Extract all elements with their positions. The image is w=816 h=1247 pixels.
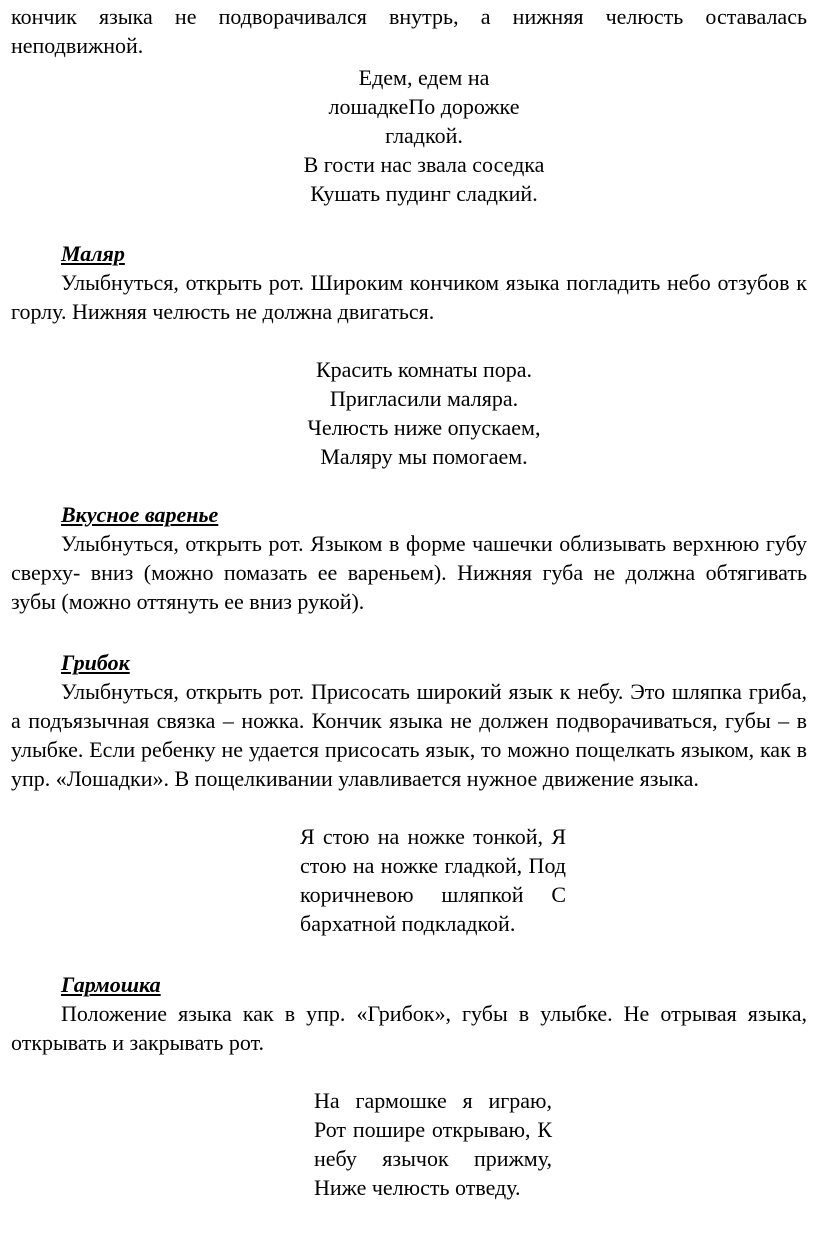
poem-line: Едем, едем на: [358, 65, 490, 90]
section-title-malyar: Маляр: [61, 241, 125, 266]
document-page: [11, 0, 807, 1202]
section-text-garmoshka: Положение языка как в упр. «Грибок», губы в улыбке. Не отрывая языка, открывать и закрывать рот.: [11, 1001, 807, 1055]
intro-poem: [11, 63, 807, 208]
section-title-varenie: Вкусное варенье: [61, 502, 219, 527]
poem-line: гладкой.: [385, 123, 463, 148]
poem-line: Пригласили маляра.: [329, 386, 519, 411]
section-title-garmoshka: Гармошка: [61, 972, 161, 997]
poem-line: Кушать пудинг сладкий.: [310, 181, 538, 206]
poem-line: Красить комнаты пора.: [315, 357, 533, 382]
section-title-gribok: Грибок: [61, 650, 130, 675]
section-text-malyar: Улыбнуться, открыть рот. Широким кончиком языка погладить небо отзубов к горлу. Нижняя челюсть не должна двигаться.: [11, 270, 807, 324]
poem-line: В гости нас звала соседка: [303, 152, 545, 177]
poem-gribok: Я стою на ножке тонкой, Я стою на ножке гладкой, Под коричневою шляпкой С бархатной подкладкой.: [300, 824, 566, 936]
poem-garmoshka: На гармошке я играю, Рот пошире открываю, К небу язычок прижму, Ниже челюсть отведу.: [314, 1088, 552, 1200]
section-text-varenie: Улыбнуться, открыть рот. Языком в форме чашечки облизывать верхнюю губу сверху- вниз (можно помазать ее вареньем). Нижняя губа не должна обтягивать зубы (можно оттянуть ее вниз рукой).: [11, 531, 807, 614]
section-text-gribok: Улыбнуться, открыть рот. Присосать широкий язык к небу. Это шляпка гриба, а подъязычная связка – ножка. Кончик языка не должен подворачиваться, губы – в улыбке. Если ребенку не удается присосать язык, то можно пощелкать языком, как в упр. «Лошадки». В пощелкивании улавливается нужное движение языка.: [11, 679, 807, 791]
poem-line: Маляру мы помогаем.: [320, 444, 528, 469]
poem-malyar: [11, 355, 807, 471]
poem-line: лошадкеПо дорожке: [328, 94, 520, 119]
poem-line: Челюсть ниже опускаем,: [307, 415, 541, 440]
intro-paragraph: кончик языка не подворачивался внутрь, а нижняя челюсть оставалась неподвижной.: [11, 4, 807, 58]
